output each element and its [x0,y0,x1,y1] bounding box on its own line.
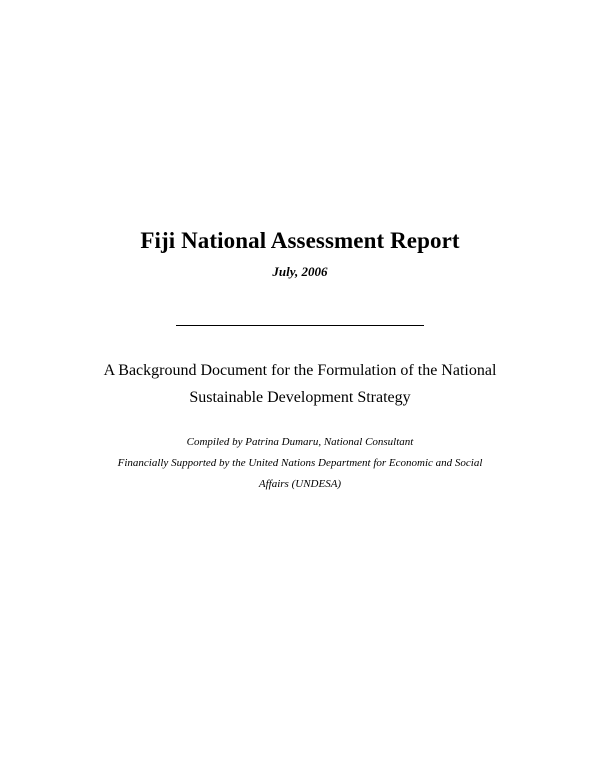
title-divider [176,325,424,326]
funding-line-2: Affairs (UNDESA) [258,478,342,490]
funding-line-1: Financially Supported by the United Nations Department for Economic and Social [117,457,483,469]
subtitle-line-1: A Background Document for the Formulation of the National [103,362,497,379]
subtitle-line-2: Sustainable Development Strategy [189,389,411,406]
document-title: Fiji National Assessment Report [140,228,460,253]
compiled-by: Compiled by Patrina Dumaru, National Consultant [186,436,414,448]
document-date: July, 2006 [272,264,328,279]
